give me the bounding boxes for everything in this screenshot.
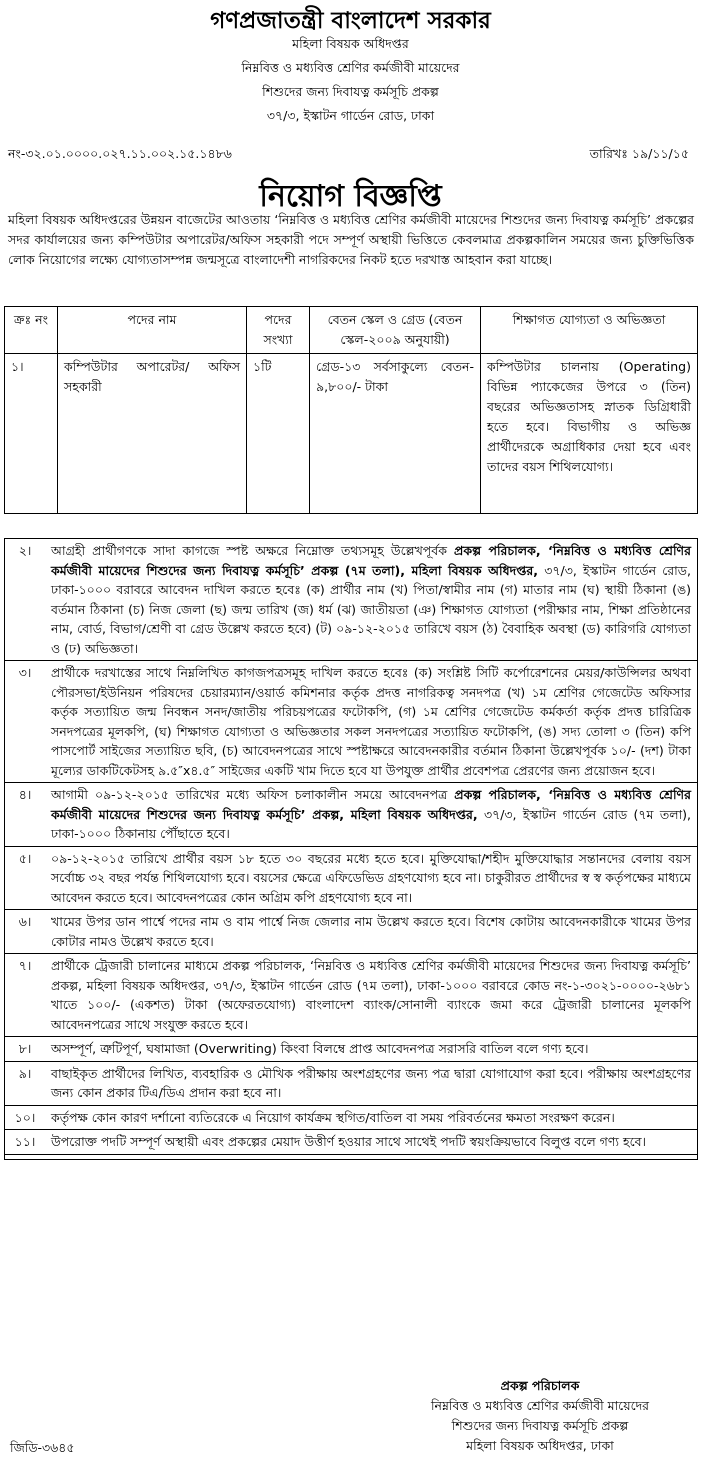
header-post-count: পদের সংখ্যা — [247, 307, 310, 354]
header-qualification: শিক্ষাগত যোগ্যতা ও অভিজ্ঞতা — [481, 307, 698, 354]
table-row — [5, 354, 698, 514]
header-pay-scale: বেতন স্কেল ও গ্রেড (বেতন স্কেল-২০০৯ অনুযায়ী) — [310, 307, 481, 354]
item-number: ২। — [5, 539, 46, 661]
list-item — [5, 1105, 698, 1130]
cell-pay-scale: গ্রেড-১৩ সর্বসাকুল্যে বেতন- ৯,৮০০/- টাকা — [310, 354, 481, 514]
item-text: ০৯-১২-২০১৫ তারিখে প্রার্থীর বয়স ১৮ হতে ৩০ বছরের মধ্যে হতে হবে। মুক্তিযোদ্ধা/শহীদ মুক্তিযোদ্ধার সন্তানদের বেলায় বয়স সর্বোচ্চ ৩২ বছর পর্যন্ত শিথিলযোগ্য হবে। বয়সের ক্ষেত্রে এফিডেভিড গ্রহণযোগ্য হবে না। চাকুরীরত প্রার্থীদের স্ব স্ব কর্তৃপক্ষের মাধ্যমে আবেদন করতে হবে। আবেদনপত্রের কোন অগ্রিম কপি গ্রহণযোগ্য হবে না। — [45, 846, 698, 910]
item-text: বাছাইকৃত প্রার্থীদের লিখিত, ব্যবহারিক ও মৌখিক পরীক্ষায় অংশগ্রহণের জন্য পত্র দ্বারা যোগাযোগ করা হবে। পরীক্ষায় অংশগ্রহণের জন্য কোন প্রকার টিএ/ডিএ প্রদান করা হবে না। — [45, 1061, 698, 1105]
item-text: খামের উপর ডান পার্শ্বে পদের নাম ও বাম পার্শ্বে নিজ জেলার নাম উল্লেখ করতে হবে। বিশেষ কোটায় আবেদনকারীকে খামের উপর কোটার নামও উল্লেখ করতে হবে। — [45, 910, 698, 954]
project-line-2: শিশুদের জন্য দিবাযত্ন কর্মসূচি প্রকল্প — [262, 84, 439, 99]
signatory-designation: প্রকল্প পরিচালক — [500, 1378, 580, 1393]
cell-post-name: কম্পিউটার অপারেটর/ অফিস সহকারী — [58, 354, 247, 514]
list-item — [5, 1130, 698, 1155]
cell-post-count: ১টি — [247, 354, 310, 514]
item-number — [5, 1154, 46, 1159]
item-number: ১০। — [5, 1105, 46, 1130]
notice-title: নিয়োগ বিজ্ঞপ্তি — [259, 179, 442, 214]
header-post-name: পদের নাম — [58, 307, 247, 354]
notice-date: তারিখঃ ১৯/১১/১৫ — [589, 146, 689, 161]
item-number: ৬। — [5, 910, 46, 954]
item-text: উপরোক্ত পদটি সম্পূর্ণ অস্থায়ী এবং প্রকল্পের মেয়াদ উত্তীর্ণ হওয়ার সাথে সাথেই পদটি স্বয়ংক্রিয়ভাবে বিলুপ্ত বলে গণ্য হবে। — [45, 1130, 698, 1155]
list-item — [5, 661, 698, 783]
signatory-line-1: নিম্নবিত্ত ও মধ্যবিত্ত শ্রেণির কর্মজীবী মায়েদের — [430, 1398, 650, 1413]
item-number: ৭। — [5, 954, 46, 1037]
list-item — [5, 954, 698, 1037]
government-title: গণপ্রজাতন্ত্রী বাংলাদেশ সরকার — [210, 8, 491, 34]
item-number: ৩। — [5, 661, 46, 783]
item-number: ৮। — [5, 1037, 46, 1062]
item-number: ১১। — [5, 1130, 46, 1155]
item-text: অসম্পূর্ণ, ত্রুটিপূর্ণ, ঘষামাজা (Overwriting) কিংবা বিলম্বে প্রাপ্ত আবেদনপত্র সরাসরি বাতিল বলে গণ্য হবে। — [45, 1037, 698, 1062]
item-number: ৯। — [5, 1061, 46, 1105]
item-text: আগামী ০৯-১২-২০১৫ তারিখের মধ্যে অফিস চলাকালীন সময়ে আবেদনপত্র প্রকল্প পরিচালক, ‘নিম্নবিত্ত ও মধ্যবিত্ত শ্রেণির কর্মজীবী মায়েদের শিশুদের জন্য দিবাযত্ন কর্মসূচি’ প্রকল্প, মহিলা বিষয়ক অধিদপ্তর, ৩৭/৩, ইস্কাটন গার্ডেন রোড (৭ম তলা), ঢাকা-১০০০ ঠিকানায় পৌঁছাতে হবে। — [45, 783, 698, 847]
item-text: প্রার্থীকে দরখাস্তের সাথে নিম্নলিখিত কাগজপত্রসমূহ দাখিল করতে হবেঃ (ক) সংশ্লিষ্ট সিটি কর্পোরেশনের মেয়র/কাউন্সিলর অথবা পৌরসভা/ইউনিয়ন পরিষদের চেয়ারম্যান/ওয়ার্ড কমিশনার কর্তৃক প্রদত্ত নাগরিকত্ব সনদপত্র (খ) ১ম শ্রেণির গেজেটেড অফিসার কর্তৃক সত্যায়িত জন্ম নিবন্ধন সনদ/জাতীয় পরিচয়পত্রের ফটোকপি, (গ) ১ম শ্রেণির গেজেটেড কর্মকর্তা কর্তৃক প্রদত্ত চারিত্রিক সনদপত্রের মূলকপি, (ঘ) শিক্ষাগত যোগ্যতা ও অভিজ্ঞতার সকল সনদপত্রের সত্যায়িত ফটোকপি, (ঙ) সদ্য তোলা ৩ (তিন) কপি পাসপোর্ট সাইজের সত্যায়িত ছবি, (চ) আবেদনপত্রের সাথে স্পষ্টাক্ষরে আবেদনকারীর বর্তমান ঠিকানা উল্লেখপূর্বক ১০/- (দশ) টাকা মূল্যের ডাকটিকেটসহ ৯.৫″x৪.৫″ সাইজের একটি খাম দিতে হবে যা উপযুক্ত প্রার্থীর প্রবেশপত্র প্রেরণের জন্য প্রয়োজন হবে। — [45, 661, 698, 783]
instructions-list — [4, 538, 698, 1160]
gd-number: জিডি-৩৬৪৫ — [10, 1440, 75, 1455]
item-text: আগ্রহী প্রার্থীগণকে সাদা কাগজে স্পষ্ট অক্ষরে নিম্নোক্ত তথ্যসমূহ উল্লেখপূর্বক প্রকল্প পরিচালক, ‘নিম্নবিত্ত ও মধ্যবিত্ত শ্রেণির কর্মজীবী মায়েদের শিশুদের জন্য দিবাযত্ন কর্মসূচি’ প্রকল্প (৭ম তলা), মহিলা বিষয়ক অধিদপ্তর, ৩৭/৩, ইস্কাটন গার্ডেন রোড, ঢাকা-১০০০ বরাবরে আবেদন দাখিল করতে হবেঃ (ক) প্রার্থীর নাম (খ) পিতা/স্বামীর নাম (গ) মাতার নাম (ঘ) স্থায়ী ঠিকানা (ঙ) বর্তমান ঠিকানা (চ) নিজ জেলা (ছ) জন্ম তারিখ (জ) ধর্ম (ঝ) জাতীয়তা (ঞ) শিক্ষাগত যোগ্যতা (পরীক্ষার নাম, শিক্ষা প্রতিষ্ঠানের নাম, বোর্ড, বিভাগ/শ্রেণী বা গ্রেড উল্লেখ করতে হবে) (ট) ০৯-১২-২০১৫ তারিখে বয়স (ঠ) বৈবাহিক অবস্থা (ড) কারিগরি যোগ্যতা ও (ঢ) অভিজ্ঞতা। — [45, 539, 698, 661]
list-item — [5, 910, 698, 954]
project-line-1: নিম্নবিত্ত ও মধ্যবিত্ত শ্রেণির কর্মজীবী মায়েদের — [241, 60, 460, 75]
list-item — [5, 846, 698, 910]
item-number: ৪। — [5, 783, 46, 847]
vacancy-table — [4, 306, 698, 514]
intro-paragraph: মহিলা বিষয়ক অধিদপ্তরের উন্নয়ন বাজেটের আওতায় ‘নিম্নবিত্ত ও মধ্যবিত্ত শ্রেণির কর্মজীবী মায়েদের শিশুদের জন্য দিবাযত্ন কর্মসূচি’ প্রকল্পের সদর কার্যালয়ের জন্য কম্পিউটার অপারেটর/অফিস সহকারী পদে সম্পূর্ণ অস্থায়ী ভিত্তিতে কেবলমাত্র প্রকল্পকালিন সময়ের জন্য চুক্তিভিত্তিক লোক নিয়োগের লক্ষ্যে যোগ্যতাসম্পন্ন জন্মসূত্রে বাংলাদেশী নাগরিকদের নিকট হতে দরখাস্ত আহবান করা যাচ্ছে। — [8, 212, 694, 267]
header-serial: ক্রঃ নং — [5, 307, 58, 354]
signatory-line-3: মহিলা বিষয়ক অধিদপ্তর, ঢাকা — [466, 1438, 614, 1453]
cell-serial: ১। — [5, 354, 58, 514]
address-line: ৩৭/৩, ইস্কাটন গার্ডেন রোড, ঢাকা — [266, 108, 435, 123]
list-item — [5, 539, 698, 661]
memo-number: নং-৩২.০১.০০০০.০২৭.১১.০০২.১৫.১৪৮৬ — [8, 146, 232, 161]
department-line: মহিলা বিষয়ক অধিদপ্তর — [292, 36, 409, 51]
signatory-line-2: শিশুদের জন্য দিবাযত্ন কর্মসূচি প্রকল্প — [451, 1418, 629, 1433]
table-header-row — [5, 307, 698, 354]
list-item — [5, 1037, 698, 1062]
cell-qualification: কম্পিউটার চালনায় (Operating) বিভিন্ন প্যাকেজের উপরে ৩ (তিন) বছরের অভিজ্ঞতাসহ স্নাতক ডিগ্রিধারী হতে হবে। বিভাগীয় ও অভিজ্ঞ প্রার্থীদেরকে অগ্রাধিকার দেয়া হবে এবং তাদের বয়স শিথিলযোগ্য। — [481, 354, 698, 514]
list-item — [5, 783, 698, 847]
item-text: প্রার্থীকে ট্রেজারী চালানের মাধ্যমে প্রকল্প পরিচালক, ‘নিম্নবিত্ত ও মধ্যবিত্ত শ্রেণির কর্মজীবী মায়েদের শিশুদের জন্য দিবাযত্ন কর্মসূচি’ প্রকল্প, মহিলা বিষয়ক অধিদপ্তর, ৩৭/৩, ইস্কাটন গার্ডেন রোড (৭ম তলা), ঢাকা-১০০০ বরাবরে কোড নং-১-৩০২১-০০০০-২৬৮১ খাতে ১০০/- (একশত) টাকা (অফেরতযোগ্য) বাংলাদেশ ব্যাংক/সোনালী ব্যাংকে জমা করে ট্রেজারী চালানের মূলকপি আবেদনপত্রের সাথে সংযুক্ত করতে হবে। — [45, 954, 698, 1037]
list-item — [5, 1061, 698, 1105]
list-item — [5, 1154, 698, 1159]
item-text: কর্তৃপক্ষ কোন কারণ দর্শানো ব্যতিরেকে এ নিয়োগ কার্যক্রম স্থগিত/বাতিল বা সময় পরিবর্তনের ক্ষমতা সংরক্ষণ করেন। — [45, 1105, 698, 1130]
item-number: ৫। — [5, 846, 46, 910]
item-text — [45, 1154, 698, 1159]
